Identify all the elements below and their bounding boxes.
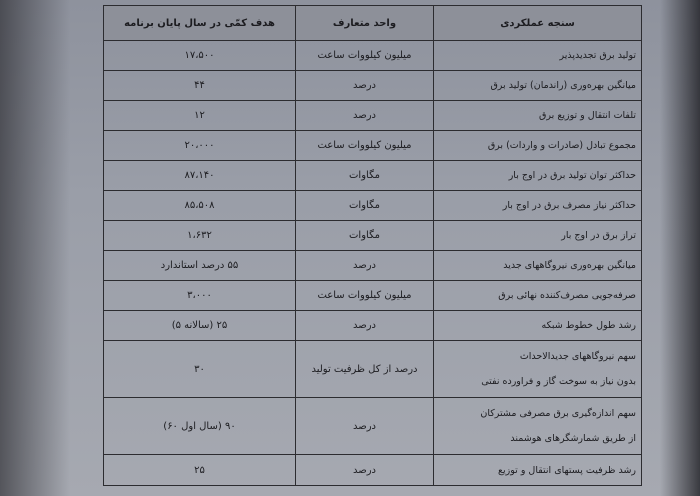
metric-cell: مجموع تبادل (صادرات و واردات) برق (434, 131, 642, 161)
table-row (104, 161, 642, 191)
metric-cell: تلفات انتقال و توزیع برق (434, 101, 642, 131)
performance-targets-table (103, 5, 642, 486)
target-cell: ۲۵ (سالانه ۵) (104, 311, 296, 341)
metric-cell (434, 341, 642, 398)
target-cell: ۸۵،۵۰۸ (104, 191, 296, 221)
target-cell: ۲۰،۰۰۰ (104, 131, 296, 161)
table-row (104, 455, 642, 486)
unit-cell: درصد (296, 455, 434, 486)
target-cell: ۲۵ (104, 455, 296, 486)
target-cell: ۸۷،۱۴۰ (104, 161, 296, 191)
metric-line-1: سهم اندازه‌گیری برق مصرفی مشترکان (480, 408, 636, 419)
target-cell: ۳۰ (104, 341, 296, 398)
metric-cell: میانگین بهره‌وری (راندمان) تولید برق (434, 71, 642, 101)
header-unit: واحد متعارف (296, 6, 434, 41)
metric-cell: صرفه‌جویی مصرف‌کننده نهائی برق (434, 281, 642, 311)
metric-cell: حداکثر نیاز مصرف برق در اوج بار (434, 191, 642, 221)
unit-cell: درصد (296, 311, 434, 341)
unit-cell: مگاوات (296, 221, 434, 251)
table-row (104, 41, 642, 71)
metric-line-2: بدون نیاز به سوخت گاز و فراورده نفتی (481, 376, 636, 387)
unit-cell: درصد از کل ظرفیت تولید (296, 341, 434, 398)
table-row (104, 281, 642, 311)
table-row (104, 311, 642, 341)
header-target: هدف کمّی در سال پایان برنامه (104, 6, 296, 41)
table-row (104, 191, 642, 221)
target-cell: ۱،۶۳۲ (104, 221, 296, 251)
table-row (104, 341, 642, 398)
page-shadow-right (660, 0, 700, 496)
metric-cell (434, 398, 642, 455)
target-cell: ۱۷،۵۰۰ (104, 41, 296, 71)
header-metric: سنجه عملکردی (434, 6, 642, 41)
target-cell: ۹۰ (سال اول ۶۰) (104, 398, 296, 455)
table-row (104, 398, 642, 455)
table-row (104, 131, 642, 161)
table-row (104, 71, 642, 101)
unit-cell: میلیون کیلووات ساعت (296, 281, 434, 311)
metric-line-1: سهم نیروگاههای جدیدالاحداث (519, 351, 636, 362)
metric-cell: تراز برق در اوج بار (434, 221, 642, 251)
metric-cell: رشد طول خطوط شبکه (434, 311, 642, 341)
header-row (104, 6, 642, 41)
unit-cell: درصد (296, 251, 434, 281)
metric-cell: تولید برق تجدیدپذیر (434, 41, 642, 71)
unit-cell: مگاوات (296, 161, 434, 191)
unit-cell: درصد (296, 398, 434, 455)
metric-cell: حداکثر توان تولید برق در اوج بار (434, 161, 642, 191)
unit-cell: درصد (296, 101, 434, 131)
table-row (104, 251, 642, 281)
target-cell: ۵۵ درصد استاندارد (104, 251, 296, 281)
metric-cell: میانگین بهره‌وری نیروگاههای جدید (434, 251, 642, 281)
metric-line-2: از طریق شمارشگرهای هوشمند (510, 433, 636, 444)
target-cell: ۳،۰۰۰ (104, 281, 296, 311)
page-shadow-left (0, 0, 70, 496)
metric-cell: رشد ظرفیت پستهای انتقال و توزیع (434, 455, 642, 486)
table-row (104, 101, 642, 131)
target-cell: ۱۲ (104, 101, 296, 131)
table-row (104, 221, 642, 251)
target-cell: ۴۴ (104, 71, 296, 101)
unit-cell: میلیون کیلووات ساعت (296, 131, 434, 161)
unit-cell: مگاوات (296, 191, 434, 221)
unit-cell: میلیون کیلووات ساعت (296, 41, 434, 71)
unit-cell: درصد (296, 71, 434, 101)
